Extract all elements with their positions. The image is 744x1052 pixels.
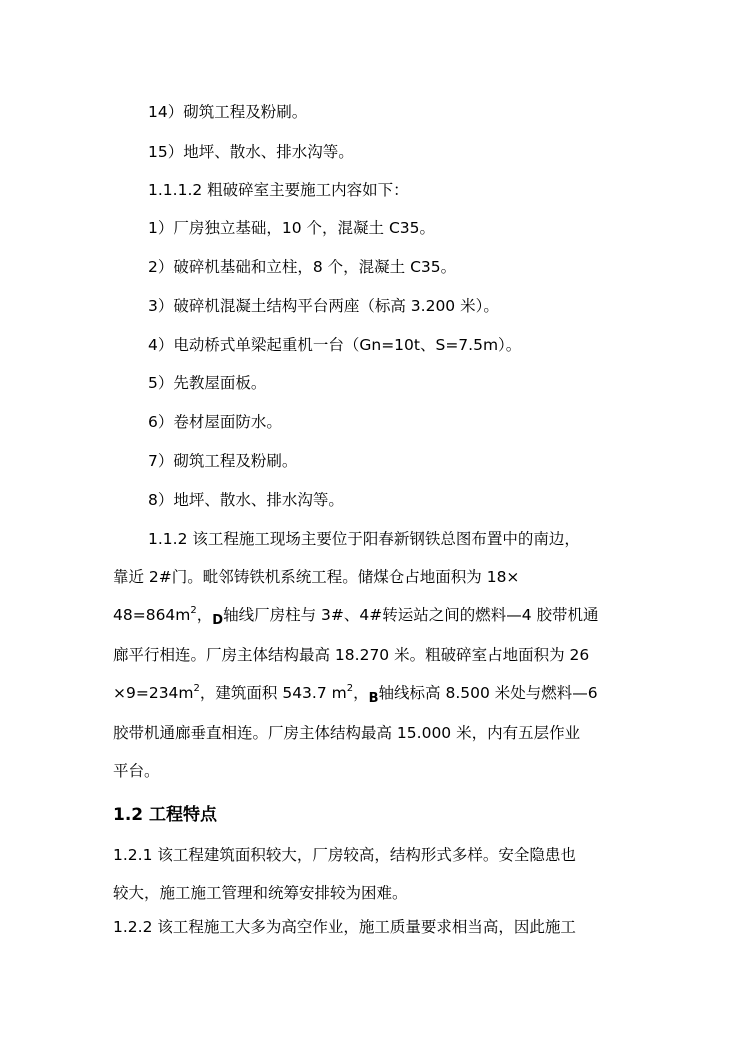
list-item: 8）地坪、散水、排水沟等。 bbox=[148, 491, 344, 509]
paragraph-1-2-2 bbox=[113, 908, 635, 946]
paragraph-line bbox=[113, 596, 635, 636]
area-text: 48=864m bbox=[113, 606, 191, 624]
paragraph-line: 较大，施工施工管理和统筹安排较为困难。 bbox=[113, 884, 408, 902]
paragraph-line: 1.2.2 该工程施工大多为高空作业，施工质量要求相当高，因此施工 bbox=[113, 918, 576, 936]
paragraph-line: 靠近 2#门。毗邻铸铁机系统工程。储煤仓占地面积为 18× bbox=[113, 568, 520, 586]
list-item: 15）地坪、散水、排水沟等。 bbox=[148, 143, 354, 161]
list-item: 5）先教屋面板。 bbox=[148, 374, 267, 392]
list-item: 2）破碎机基础和立柱，8 个，混凝土 C35。 bbox=[148, 258, 457, 276]
paragraph-line: 廊平行相连。厂房主体结构最高 18.270 米。粗破碎室占地面积为 26 bbox=[113, 646, 590, 664]
paragraph-1-2-1 bbox=[113, 836, 635, 912]
paragraph-1-1-2 bbox=[113, 520, 635, 790]
section-heading: 1.2 工程特点 bbox=[113, 805, 218, 825]
text-run: 轴线厂房柱与 3#、4#转运站之间的燃料—4 胶带机通 bbox=[223, 606, 599, 624]
paragraph-line: 1.2.1 该工程建筑面积较大，厂房较高，结构形式多样。安全隐患也 bbox=[113, 846, 576, 864]
paragraph-line: 胶带机通廊垂直相连。厂房主体结构最高 15.000 米，内有五层作业 bbox=[113, 724, 581, 742]
list-item: 4）电动桥式单梁起重机一台（Gn=10t、S=7.5m）。 bbox=[148, 336, 522, 354]
text-run: 轴线标高 8.500 米处与燃料—6 bbox=[378, 684, 598, 702]
comma: ， bbox=[196, 606, 213, 624]
superscript: 2 bbox=[193, 683, 200, 694]
paragraph-line: 平台。 bbox=[113, 762, 160, 780]
paragraph-line: 1.1.2 该工程施工现场主要位于阳春新钢铁总图布置中的南边， bbox=[148, 530, 580, 548]
text-run: ，建筑面积 543.7 m bbox=[199, 684, 347, 702]
list-item: 14）砌筑工程及粉刷。 bbox=[148, 103, 308, 121]
area-text: ×9=234m bbox=[113, 684, 194, 702]
list-item: 7）砌筑工程及粉刷。 bbox=[148, 452, 298, 470]
list-item: 6）卷材屋面防水。 bbox=[148, 413, 282, 431]
superscript: 2 bbox=[346, 683, 354, 694]
list-item: 3）破碎机混凝土结构平台两座（标高 3.200 米）。 bbox=[148, 297, 499, 315]
axis-label-d: D bbox=[212, 613, 224, 628]
axis-label-b: B bbox=[368, 691, 379, 706]
paragraph-line bbox=[113, 674, 635, 714]
subsection-title: 1.1.1.2 粗破碎室主要施工内容如下： bbox=[148, 181, 409, 199]
list-item: 1）厂房独立基础，10 个，混凝土 C35。 bbox=[148, 219, 435, 237]
superscript: 2 bbox=[190, 605, 197, 616]
comma: ， bbox=[353, 684, 369, 702]
